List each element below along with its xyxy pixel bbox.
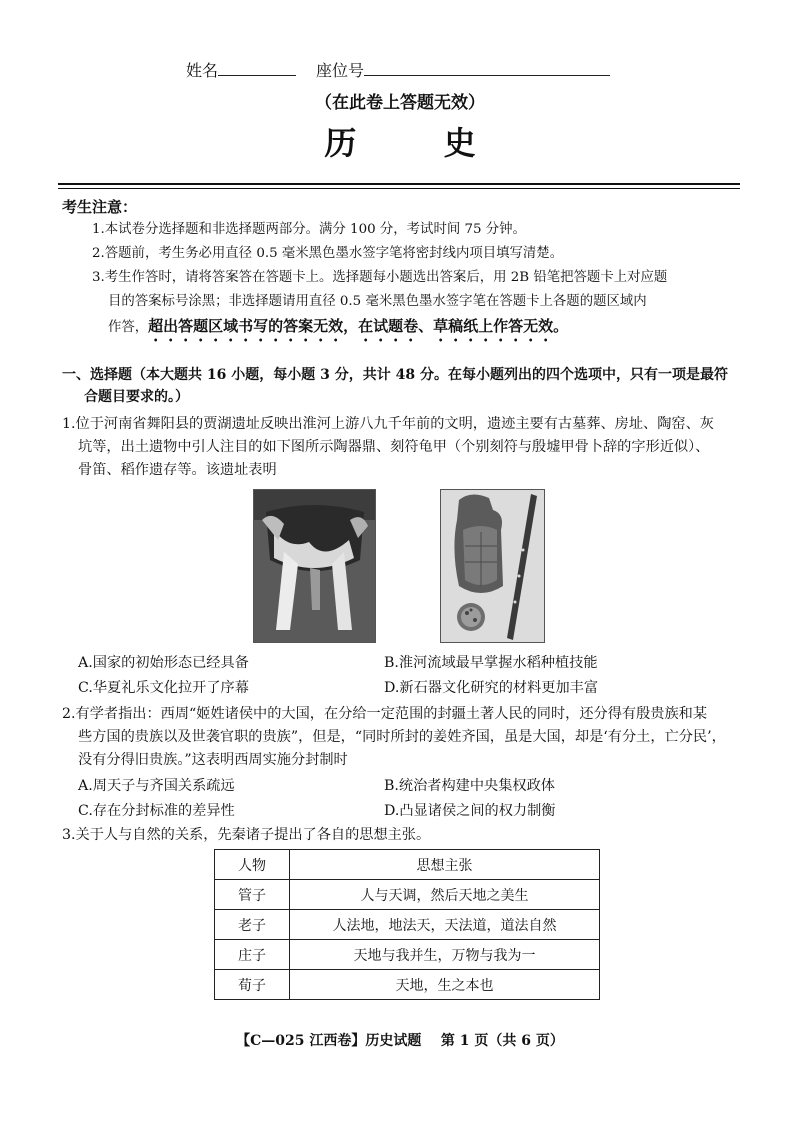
q3-stem: 3.关于人与自然的关系，先秦诸子提出了各自的思想主张。	[62, 827, 431, 843]
q2-option-a: A.周天子与齐国关系疏远	[78, 778, 235, 794]
turtle-shell-flute-image	[440, 489, 545, 643]
notice-prefix: 作答，	[108, 320, 149, 335]
notice-item-1: 1.本试卷分选择题和非选择题两部分。满分 100 分，考试时间 75 分钟。	[92, 222, 526, 237]
page-title: 历 史	[324, 124, 514, 162]
table-cell-person: 老子	[215, 910, 290, 940]
q1-option-c: C.华夏礼乐文化拉开了序幕	[78, 680, 249, 696]
pottery-ding-image	[253, 489, 376, 643]
table-row	[215, 970, 600, 1000]
q2-stem-2: 些方国的贵族以及世袭官职的贵族”，但是，“同时所封的姜姓齐国，虽是大国，却是‘有分土，亡分民’，	[78, 729, 726, 745]
notice-item-2: 2.答题前，考生务必用直径 0.5 毫米黑色墨水签字笔将密封线内项目填写清楚。	[92, 246, 564, 261]
q1-stem-1: 1.位于河南省舞阳县的贾湖遗址反映出淮河上游八九千年前的文明，遗迹主要有古墓葬、房址、陶窑、灰	[62, 416, 714, 432]
notice-title: 考生注意：	[62, 198, 138, 216]
notice-item-3: 3.考生作答时，请将答案答在答题卡上。选择题每小题选出答案后，用 2B 铅笔把答题卡上对应题	[92, 270, 668, 285]
q2-option-c: C.存在分封标准的差异性	[78, 803, 235, 819]
notice-emphasis: 超出答题区域书写的答案无效，在试题卷、草稿纸上作答无效。	[148, 317, 569, 335]
seat-label: 座位号	[316, 61, 365, 80]
q1-option-d: D.新石器文化研究的材料更加丰富	[384, 680, 599, 696]
divider-thin	[58, 188, 740, 189]
divider	[58, 183, 740, 185]
name-label: 姓名	[186, 61, 219, 80]
section-heading-cont: 合题目要求的。）	[84, 389, 189, 405]
turtle-shell-icon	[441, 490, 544, 642]
q1-option-a: A.国家的初始形态已经具备	[78, 655, 249, 671]
table-header-idea: 思想主张	[290, 850, 600, 880]
invalid-note: （在此卷上答题无效）	[315, 93, 485, 113]
table-cell-person: 庄子	[215, 940, 290, 970]
table-cell-idea: 人与天调，然后天地之美生	[290, 880, 600, 910]
q2-option-b: B.统治者构建中央集权政体	[384, 778, 555, 794]
table-cell-person: 管子	[215, 880, 290, 910]
table-cell-idea: 天地与我并生，万物与我为一	[290, 940, 600, 970]
q2-stem-1: 2.有学者指出：西周“姬姓诸侯中的大国，在分给一定范围的封疆土著人民的同时，还分得有殷贵族和某	[62, 706, 708, 722]
table-cell-idea: 人法地，地法天，天法道，道法自然	[290, 910, 600, 940]
table-header-person: 人物	[215, 850, 290, 880]
q1-stem-2: 坑等，出土遗物中引人注目的如下图所示陶器鼎、刻符龟甲（个别刻符与殷墟甲骨卜辞的字形近似）、	[78, 439, 710, 455]
table-row	[215, 880, 600, 910]
seat-blank	[364, 59, 610, 76]
q1-option-b: B.淮河流域最早掌握水稻种植技能	[384, 655, 598, 671]
table-row	[215, 940, 600, 970]
q3-table	[214, 849, 600, 1000]
seat-field	[316, 58, 610, 81]
section-heading: 一、选择题（本大题共 16 小题，每小题 3 分，共计 48 分。在每小题列出的四个选项中，只有一项是最符	[62, 367, 728, 383]
q1-stem-3: 骨笛、稻作遗存等。该遗址表明	[78, 462, 277, 478]
table-header-row	[215, 850, 600, 880]
table-cell-idea: 天地，生之本也	[290, 970, 600, 1000]
name-field	[186, 58, 296, 81]
notice-item-3-cont2	[108, 316, 568, 345]
q2-stem-3: 没有分得旧贵族。”这表明西周实施分封制时	[78, 752, 348, 768]
page-footer: 【C—025 江西卷】历史试题 第 1 页（共 6 页）	[236, 1033, 564, 1049]
table-row	[215, 910, 600, 940]
name-blank	[218, 59, 296, 76]
notice-item-3-cont: 目的答案标号涂黑；非选择题请用直径 0.5 毫米黑色墨水签字笔在答题卡上各题的题区域内	[108, 294, 647, 309]
table-cell-person: 荀子	[215, 970, 290, 1000]
pottery-ding-icon	[254, 490, 375, 642]
q2-option-d: D.凸显诸侯之间的权力制衡	[384, 803, 556, 819]
